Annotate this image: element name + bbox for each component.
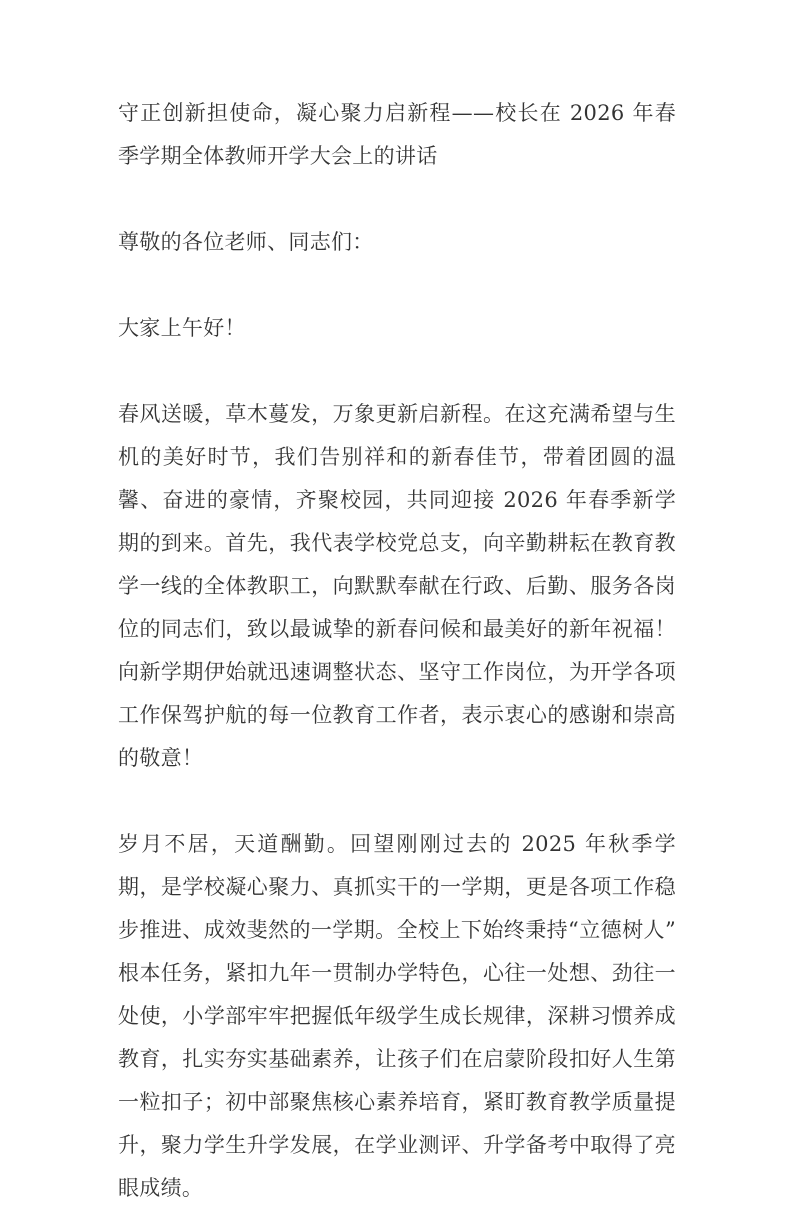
body-paragraph-2: 岁月不居，天道酬勤。回望刚刚过去的 2025 年秋季学期，是学校凝心聚力、真抓实干的一学期，更是各项工作稳步推进、成效斐然的一学期。全校上下始终秉持“立德树人”根本任务，紧扣九年一贯制办学特色，心往一处想、劲往一处使，小学部牢牢把握低年级学生成长规律，深耕习惯养成教育，扎实夯实基础素养，让孩子们在启蒙阶段扣好人生第一粒扣子；初中部聚焦核心素养培育，紧盯教育教学质量提升，聚力学生升学发展，在学业测评、升学备考中取得了亮眼成绩。 <box>118 832 676 1200</box>
greeting-line: 大家上午好！ <box>118 316 246 340</box>
document-title: 守正创新担使命，凝心聚力启新程——校长在 2026 年春季学期全体教师开学大会上的讲话 <box>118 101 676 168</box>
salutation-line: 尊敬的各位老师、同志们： <box>118 230 374 254</box>
body-paragraph-1: 春风送暖，草木蔓发，万象更新启新程。在这充满希望与生机的美好时节，我们告别祥和的新春佳节，带着团圆的温馨、奋进的豪情，齐聚校园，共同迎接 2026 年春季新学期的到来。首先，我代表学校党总支，向辛勤耕耘在教育教学一线的全体教职工，向默默奉献在行政、后勤、服务各岗位的同志们，致以最诚挚的新春问候和最美好的新年祝福！向新学期伊始就迅速调整状态、坚守工作岗位，为开学各项工作保驾护航的每一位教育工作者，表示衷心的感谢和崇高的敬意！ <box>118 402 676 770</box>
